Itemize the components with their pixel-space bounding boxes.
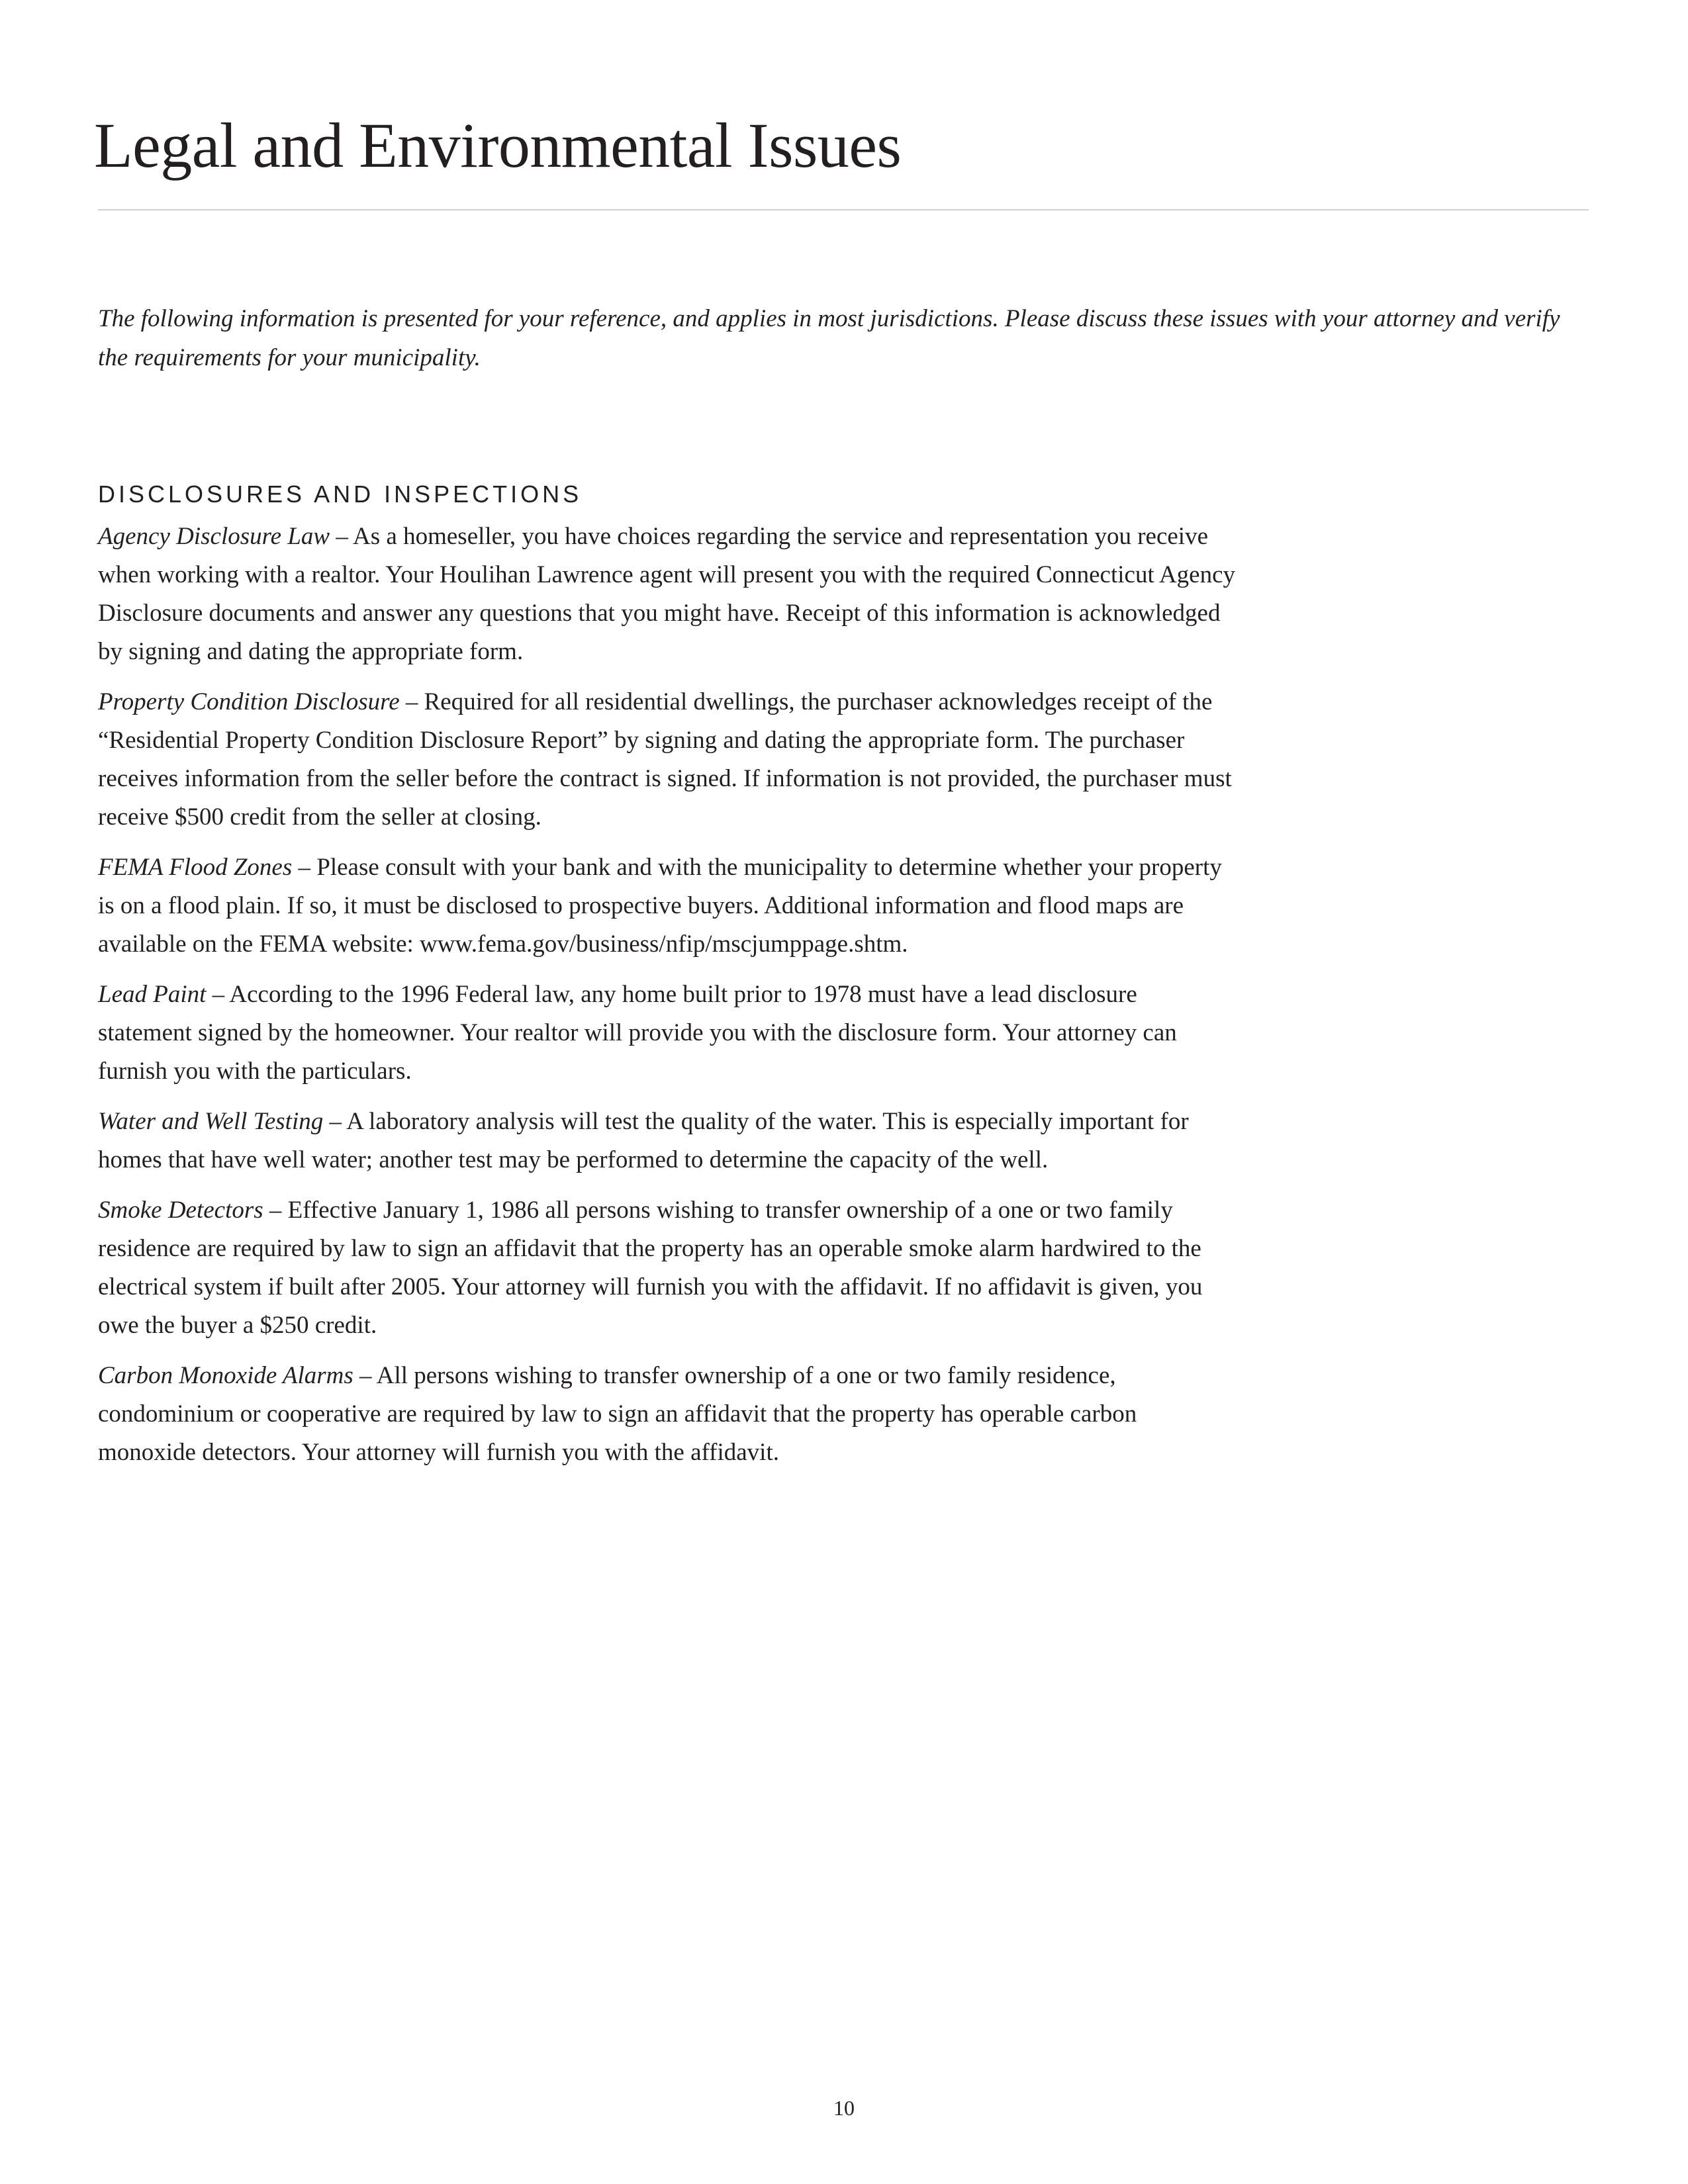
intro-paragraph: The following information is presented for your reference, and applies in most jurisdictions. Please discuss these issues with your attorney and verify the requirements for your municipality. xyxy=(98,305,1560,371)
entry-text: As a homeseller, you have choices regarding the service and representation you receive when working with a realtor. Your Houlihan Lawrence agent will present you with the required Connecticut Agency Disclosure documents and answer any questions that you might have. Receipt of this information is acknowledged by signing and dating the appropriate form. xyxy=(98,523,1236,665)
entry-smoke-detectors xyxy=(98,1191,1237,1345)
entry-agency-disclosure-law xyxy=(98,518,1237,671)
entry-text: Effective January 1, 1986 all persons wishing to transfer ownership of a one or two family residence are required by law to sign an affidavit that the property has an operable smoke alarm hardwired to the electrical system if built after 2005. Your attorney will furnish you with the affidavit. If no affidavit is given, you owe the buyer a $250 credit. xyxy=(98,1197,1203,1339)
entry-text: According to the 1996 Federal law, any home built prior to 1978 must have a lead disclosure statement signed by the homeowner. Your realtor will provide you with the disclosure form. Your attorney can furnish you with the particulars. xyxy=(98,981,1177,1085)
entry-term: Carbon Monoxide Alarms xyxy=(98,1362,353,1389)
entry-term: FEMA Flood Zones xyxy=(98,854,293,881)
entry-separator: – xyxy=(353,1362,377,1389)
entry-water-and-well-testing xyxy=(98,1103,1237,1179)
entry-carbon-monoxide-alarms xyxy=(98,1357,1237,1472)
disclosures-section xyxy=(98,475,1237,1484)
entry-separator: – xyxy=(399,688,424,715)
entry-term: Lead Paint xyxy=(98,981,207,1008)
entry-fema-flood-zones xyxy=(98,848,1237,964)
page-title: Legal and Environmental Issues xyxy=(94,110,902,181)
entry-separator: – xyxy=(330,523,353,550)
entry-property-condition-disclosure xyxy=(98,683,1237,837)
entry-term: Smoke Detectors xyxy=(98,1197,263,1224)
page-number: 10 xyxy=(833,2096,855,2120)
section-heading: DISCLOSURES AND INSPECTIONS xyxy=(98,480,583,508)
entry-text: Please consult with your bank and with the municipality to determine whether your property is on a flood plain. If so, it must be disclosed to prospective buyers. Additional information and flood maps are available on the FEMA website: www.fema.gov/business/nfip/mscjumppage.shtm. xyxy=(98,854,1222,958)
entry-text: All persons wishing to transfer ownership of a one or two family residence, condominium or cooperative are required by law to sign an affidavit that the property has operable carbon monoxide detectors. Your attorney will furnish you with the affidavit. xyxy=(98,1362,1137,1466)
entry-text: Required for all residential dwellings, the purchaser acknowledges receipt of the “Residential Property Condition Disclosure Report” by signing and dating the appropriate form. The purchaser receives information from the seller before the contract is signed. If information is not provided, the purchaser must receive $500 credit from the seller at closing. xyxy=(98,688,1232,831)
entry-term: Agency Disclosure Law xyxy=(98,523,330,550)
entry-text: A laboratory analysis will test the quality of the water. This is especially important for homes that have well water; another test may be performed to determine the capacity of the well. xyxy=(98,1108,1189,1173)
entry-separator: – xyxy=(263,1197,288,1224)
entry-separator: – xyxy=(206,981,230,1008)
entry-separator: – xyxy=(292,854,317,881)
entry-lead-paint xyxy=(98,976,1237,1091)
entry-term: Water and Well Testing xyxy=(98,1108,324,1135)
entry-term: Property Condition Disclosure xyxy=(98,688,400,715)
title-divider xyxy=(98,209,1589,210)
entry-separator: – xyxy=(323,1108,347,1135)
